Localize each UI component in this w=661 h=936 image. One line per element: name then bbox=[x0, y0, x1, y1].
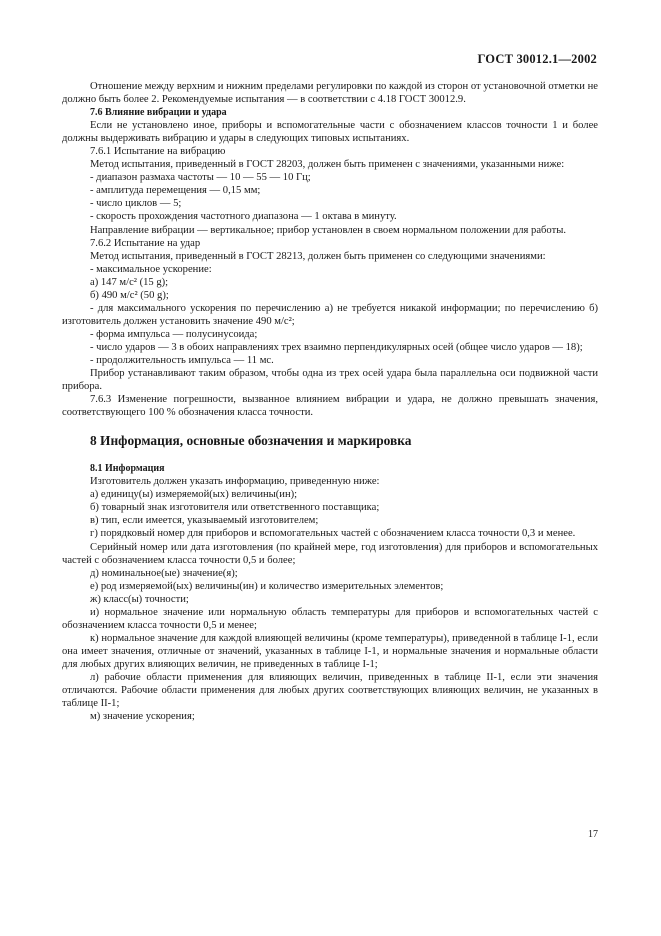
list-item: к) нормальное значение для каждой влияющей величины (кроме температуры), приведенной в таблице I-1, если она имеет значения, отличные от значений, указанных в таблице I-1, и нормальные значения и нормальные области для любых других влияющих величин, не приведенных в таблице I-1; bbox=[62, 632, 598, 670]
list-item: б) 490 м/с² (50 g); bbox=[90, 289, 169, 301]
page-body bbox=[62, 80, 598, 723]
list-item: б) товарный знак изготовителя или ответственного поставщика; bbox=[90, 502, 380, 514]
list-item: г) порядковый номер для приборов и вспомогательных частей с обозначением класса точности 0,3 и менее. bbox=[90, 528, 576, 540]
list-item: - число циклов — 5; bbox=[90, 198, 182, 210]
list-item: - максимальное ускорение: bbox=[90, 263, 212, 275]
paragraph: Серийный номер или дата изготовления (по крайней мере, год изготовления) для приборов и вспомогательных частей с обозначением класса точности 0,5 и более; bbox=[62, 541, 598, 566]
page-number: 17 bbox=[588, 829, 598, 840]
list-item: - число ударов — 3 в обоих направлениях трех взаимно перпендикулярных осей (общее число ударов — 18); bbox=[90, 341, 583, 353]
list-item: - для максимального ускорения по перечислению а) не требуется никакой информации; по перечислению б) изготовитель должен установить значение 490 м/с²; bbox=[62, 302, 598, 327]
list-item: м) значение ускорения; bbox=[90, 711, 195, 723]
paragraph: Прибор устанавливают таким образом, чтобы одна из трех осей удара была параллельна оси подвижной части прибора. bbox=[62, 368, 598, 393]
list-item: л) рабочие области применения для влияющих величин, приведенных в таблице II-1, если эти значения отличаются. Рабочие области применения для любых других соответствующих влияющих величин, не указанных в таблице II-1; bbox=[62, 671, 598, 710]
paragraph: Если не установлено иное, приборы и вспомогательные части с обозначением классов точности 1 и более должны выдерживать вибрацию и удары в следующих типовых испытаниях. bbox=[62, 120, 598, 145]
list-item: - диапазон размаха частоты — 10 — 55 — 10 Гц; bbox=[90, 172, 311, 184]
paragraph: 7.6.3 Изменение погрешности, вызванное влиянием вибрации и удара, не должно превышать значения, соответствующего 100 % обозначения класса точности. bbox=[62, 394, 598, 419]
list-item: - скорость прохождения частотного диапазона — 1 октава в минуту. bbox=[90, 211, 397, 223]
subsection-heading-7-6-1: 7.6.1 Испытание на вибрацию bbox=[90, 146, 226, 158]
paragraph: Метод испытания, приведенный в ГОСТ 28213, должен быть применен со следующими значениями: bbox=[90, 250, 546, 262]
paragraph: Изготовитель должен указать информацию, приведенную ниже: bbox=[90, 476, 380, 488]
paragraph: Метод испытания, приведенный в ГОСТ 28203, должен быть применен с значениями, указанными ниже: bbox=[90, 159, 565, 171]
section-heading-8-1: 8.1 Информация bbox=[90, 463, 165, 475]
section-heading-7-6: 7.6 Влияние вибрации и удара bbox=[90, 107, 227, 119]
list-item: и) нормальное значение или нормальную область температуры для приборов и вспомогательных частей с обозначением класса точности 0,5 и менее; bbox=[62, 606, 598, 631]
document-code-header: ГОСТ 30012.1—2002 bbox=[477, 52, 597, 66]
list-item: д) номинальное(ые) значение(я); bbox=[90, 567, 238, 579]
section-heading-8: 8 Информация, основные обозначения и маркировка bbox=[90, 433, 412, 449]
list-item: - продолжительность импульса — 11 мс. bbox=[90, 354, 274, 366]
list-item: - амплитуда перемещения — 0,15 мм; bbox=[90, 185, 261, 197]
list-item: а) 147 м/с² (15 g); bbox=[90, 276, 169, 288]
subsection-heading-7-6-2: 7.6.2 Испытание на удар bbox=[90, 237, 201, 249]
list-item: е) род измеряемой(ых) величины(ин) и количество измерительных элементов; bbox=[90, 580, 444, 592]
list-item: - форма импульса — полусинусоида; bbox=[90, 328, 258, 340]
paragraph: Отношение между верхним и нижним пределами регулировки по каждой из сторон от установочной отметки не должно быть более 2. Рекомендуемые испытания — в соответствии с 4.18 ГОСТ 30012.9. bbox=[62, 81, 598, 106]
paragraph: Направление вибрации — вертикальное; прибор установлен в своем нормальном положении для работы. bbox=[90, 224, 566, 236]
list-item: а) единицу(ы) измеряемой(ых) величины(ин); bbox=[90, 489, 298, 501]
list-item: в) тип, если имеется, указываемый изготовителем; bbox=[90, 515, 319, 527]
list-item: ж) класс(ы) точности; bbox=[90, 593, 189, 605]
